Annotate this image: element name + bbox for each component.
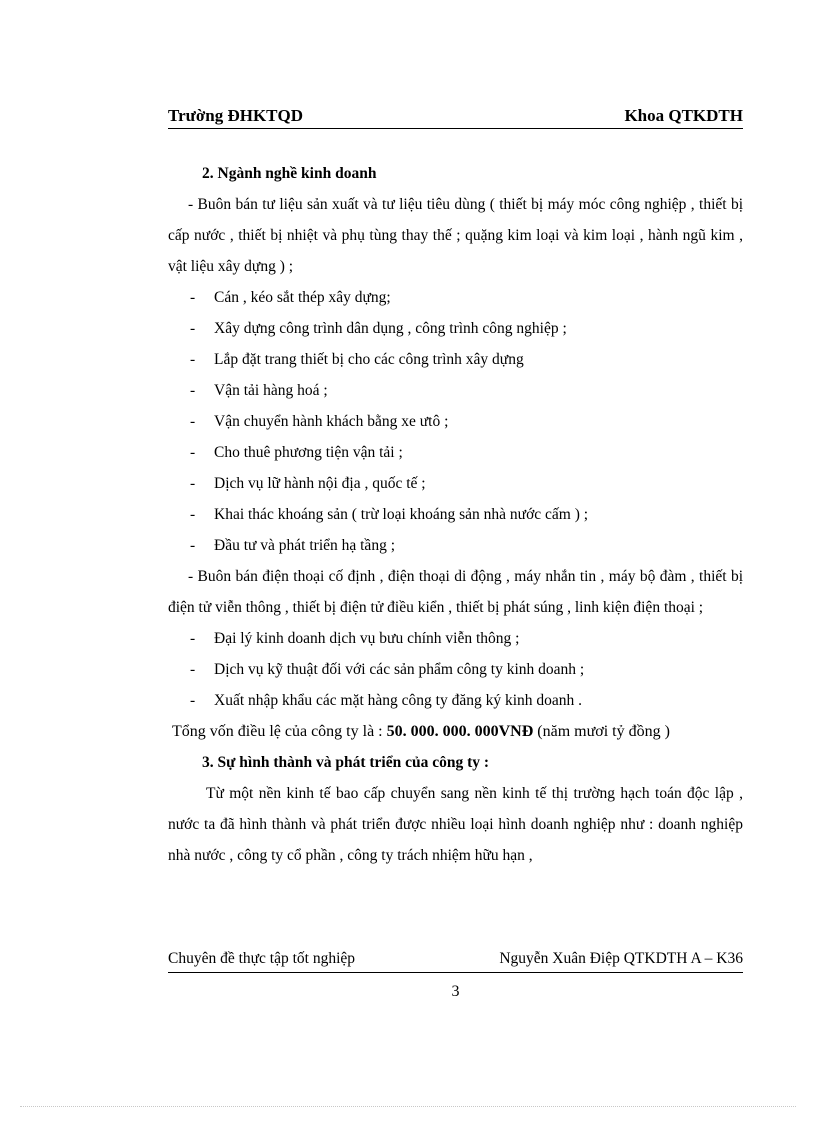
bullet-dash: - — [190, 444, 196, 461]
list-item-text: Xuất nhập khẩu các mặt hàng công ty đăng ký kinh doanh . — [214, 692, 583, 709]
list-item-text: Đầu tư và phát triển hạ tầng ; — [214, 537, 395, 554]
list-item-text: Lắp đặt trang thiết bị cho các công trình xây dựng — [214, 351, 524, 368]
bullet-dash: - — [190, 537, 196, 554]
bullet-dash: - — [190, 661, 196, 678]
bullet-dash: - — [190, 351, 196, 368]
list-item-text: Cho thuê phương tiện vận tải ; — [214, 444, 403, 461]
list-item — [168, 375, 743, 406]
list-item-text: Đại lý kinh doanh dịch vụ bưu chính viễn thông ; — [214, 630, 520, 647]
list-item — [168, 499, 743, 530]
charter-capital-words: (năm mươi tỷ đồng ) — [533, 723, 670, 740]
bullet-dash: - — [190, 320, 196, 337]
business-item-trading: - Buôn bán tư liệu sản xuất và tư liệu tiêu dùng ( thiết bị máy móc công nghiệp , thiết bị cấp nước , thiết bị nhiệt và phụ tùng thay thế ; quặng kim loại và kim loại , hành ngũ kim , vật liệu xây dựng ) ; — [168, 196, 743, 275]
list-item-text: Vận chuyển hành khách bằng xe ưtô ; — [214, 413, 449, 430]
section-3-paragraph: Từ một nền kinh tế bao cấp chuyển sang nền kinh tế thị trường hạch toán độc lập , nước ta đã hình thành và phát triển được nhiều loại hình doanh nghiệp như : doanh nghiệp nhà nước , công ty cổ phần , công ty trách nhiệm hữu hạn , — [168, 785, 743, 864]
list-item — [168, 530, 743, 561]
document-page — [168, 0, 743, 1123]
list-item — [168, 437, 743, 468]
section-2-heading: 2. Ngành nghề kinh doanh — [202, 165, 377, 182]
page-number: 3 — [451, 983, 460, 1000]
page-break-divider — [20, 1106, 796, 1107]
bullet-dash: - — [190, 413, 196, 430]
business-items-list — [168, 282, 743, 561]
list-item — [168, 685, 743, 716]
list-item — [168, 344, 743, 375]
list-item-text: Xây dựng công trình dân dụng , công trình công nghiệp ; — [214, 320, 567, 337]
charter-capital-value: 50. 000. 000. 000VNĐ — [386, 723, 534, 740]
section-3-heading: 3. Sự hình thành và phát triển của công ty : — [202, 754, 490, 771]
list-item — [168, 406, 743, 437]
bullet-dash: - — [190, 382, 196, 399]
list-item-text: Dịch vụ lữ hành nội địa , quốc tế ; — [214, 475, 426, 492]
list-item-text: Dịch vụ kỹ thuật đối với các sản phẩm công ty kinh doanh ; — [214, 661, 585, 678]
list-item — [168, 468, 743, 499]
page-footer — [168, 950, 743, 973]
business-items-list-2 — [168, 623, 743, 716]
page-body — [168, 158, 743, 871]
header-faculty: Khoa QTKDTH — [624, 106, 743, 125]
list-item — [168, 623, 743, 654]
list-item — [168, 654, 743, 685]
bullet-dash: - — [190, 630, 196, 647]
list-item-text: Vận tải hàng hoá ; — [214, 382, 328, 399]
bullet-dash: - — [190, 692, 196, 709]
list-item-text: Cán , kéo sắt thép xây dựng; — [214, 289, 391, 306]
charter-capital-label: Tổng vốn điều lệ của công ty là : — [172, 723, 387, 740]
bullet-dash: - — [190, 475, 196, 492]
footer-author: Nguyễn Xuân Điệp QTKDTH A – K36 — [499, 950, 743, 967]
business-item-phones: - Buôn bán điện thoại cố định , điện thoại di động , máy nhắn tin , máy bộ đàm , thiết bị điện tử viễn thông , thiết bị điện tử điều kiển , thiết bị phát súng , linh kiện điện thoại ; — [168, 568, 743, 616]
footer-report-title: Chuyên đề thực tập tốt nghiệp — [168, 950, 356, 967]
list-item-text: Khai thác khoáng sản ( trừ loại khoáng sản nhà nước cấm ) ; — [214, 506, 589, 523]
bullet-dash: - — [190, 506, 196, 523]
bullet-dash: - — [190, 289, 196, 306]
list-item — [168, 282, 743, 313]
header-school: Trường ĐHKTQD — [168, 106, 304, 125]
charter-capital — [168, 716, 743, 747]
page-header — [168, 106, 743, 129]
list-item — [168, 313, 743, 344]
